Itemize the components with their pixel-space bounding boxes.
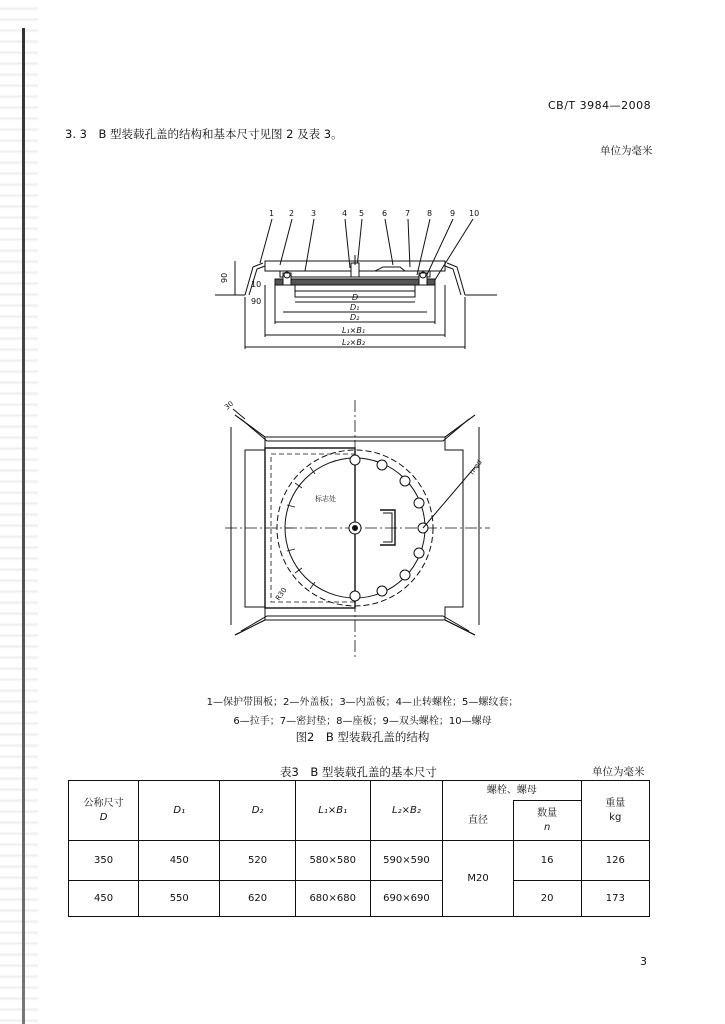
cell-quantity: 16: [513, 841, 581, 881]
table-caption: 表3 B 型装载孔盖的基本尺寸: [280, 765, 437, 779]
header-D2: D₂: [220, 781, 296, 841]
cell-L1B1: 680×680: [295, 881, 370, 917]
leader-9: [425, 219, 453, 279]
dim-step: 10: [251, 280, 262, 289]
leader-1: [260, 219, 272, 263]
header-weight: [581, 781, 649, 841]
dim-L2B2: L₂×B₂: [342, 338, 366, 347]
header-quantity-line2: n: [543, 821, 551, 833]
cell-L1B1: 580×580: [295, 841, 370, 881]
part-number-1: 1: [269, 209, 275, 218]
cell-weight: 173: [581, 881, 649, 917]
dim-bolt-holes: n-φd: [468, 458, 484, 477]
part-number-3: 3: [311, 209, 317, 218]
cell-D2: 520: [220, 841, 296, 881]
header-L2B2: L₂×B₂: [370, 781, 443, 841]
dim-arc: R30: [274, 586, 289, 603]
leader-2: [280, 219, 292, 265]
cell-L2B2: 690×690: [370, 881, 443, 917]
scan-edge: [0, 0, 38, 1024]
standard-number: CB/T 3984—2008: [548, 99, 652, 112]
header-L1B1: L₁×B₁: [295, 781, 370, 841]
cell-D: 450: [69, 881, 139, 917]
part-number-10: 10: [469, 209, 480, 218]
cell-D1: 450: [139, 841, 220, 881]
table-row: [69, 881, 650, 917]
dim-D: D: [352, 293, 359, 302]
cell-weight: 126: [581, 841, 649, 881]
leader-7: [408, 219, 410, 267]
header-nominal-line1: 公称尺寸: [83, 798, 124, 809]
part-number-7: 7: [405, 209, 411, 218]
dim-edge: 90: [251, 297, 262, 306]
header-bolt-group: 螺栓、螺母: [443, 781, 581, 801]
mark-label: 标志处: [315, 495, 336, 503]
leader-8: [417, 219, 430, 275]
header-quantity: [513, 801, 581, 841]
cell-diameter: M20: [443, 841, 513, 917]
header-D1: D₁: [139, 781, 220, 841]
table-header-row-1: [69, 781, 650, 801]
section-text: 3. 3 B 型装载孔盖的结构和基本尺寸见图 2 及表 3。: [65, 127, 343, 141]
header-weight-line2: kg: [609, 811, 622, 823]
header-diameter: 直径: [443, 801, 513, 841]
dimensions-table: [68, 780, 650, 917]
dim-corner: 30: [223, 399, 236, 412]
figure-2: [205, 205, 505, 665]
cell-L2B2: 590×590: [370, 841, 443, 881]
cell-D1: 550: [139, 881, 220, 917]
leader-10: [433, 219, 473, 283]
figure-legend-line-1: 1—保护带围板；2—外盖板；3—内盖板；4—止转螺栓；5—螺纹套；: [206, 697, 519, 708]
page-number: 3: [640, 955, 647, 968]
cell-D2: 620: [220, 881, 296, 917]
dim-D1: D₁: [350, 303, 360, 312]
leader-3: [305, 219, 314, 271]
header-weight-line1: 重量: [605, 798, 626, 809]
cell-D: 350: [69, 841, 139, 881]
table-row: [69, 841, 650, 881]
part-number-2: 2: [289, 209, 295, 218]
figure-2-drawing: [205, 205, 505, 665]
header-nominal-line2: D: [99, 811, 108, 823]
part-number-9: 9: [450, 209, 456, 218]
leader-6: [385, 219, 393, 265]
table-unit-note: 单位为毫米: [592, 766, 645, 778]
figure-caption: 图2 B 型装载孔盖的结构: [295, 730, 430, 744]
part-number-8: 8: [427, 209, 433, 218]
part-number-4: 4: [342, 209, 348, 218]
unit-note: 单位为毫米: [600, 145, 653, 157]
header-nominal: [69, 781, 139, 841]
part-number-6: 6: [382, 209, 388, 218]
dim-D2: D₂: [350, 313, 360, 322]
part-number-5: 5: [359, 209, 365, 218]
dim-L1B1: L₁×B₁: [342, 326, 366, 335]
cell-quantity: 20: [513, 881, 581, 917]
plan-view: [225, 400, 490, 660]
figure-legend-line-2: 6—拉手；7—密封垫；8—座板；9—双头螺栓；10—螺母: [233, 716, 492, 727]
dim-height: 90: [220, 272, 229, 283]
header-quantity-line1: 数量: [537, 808, 558, 819]
